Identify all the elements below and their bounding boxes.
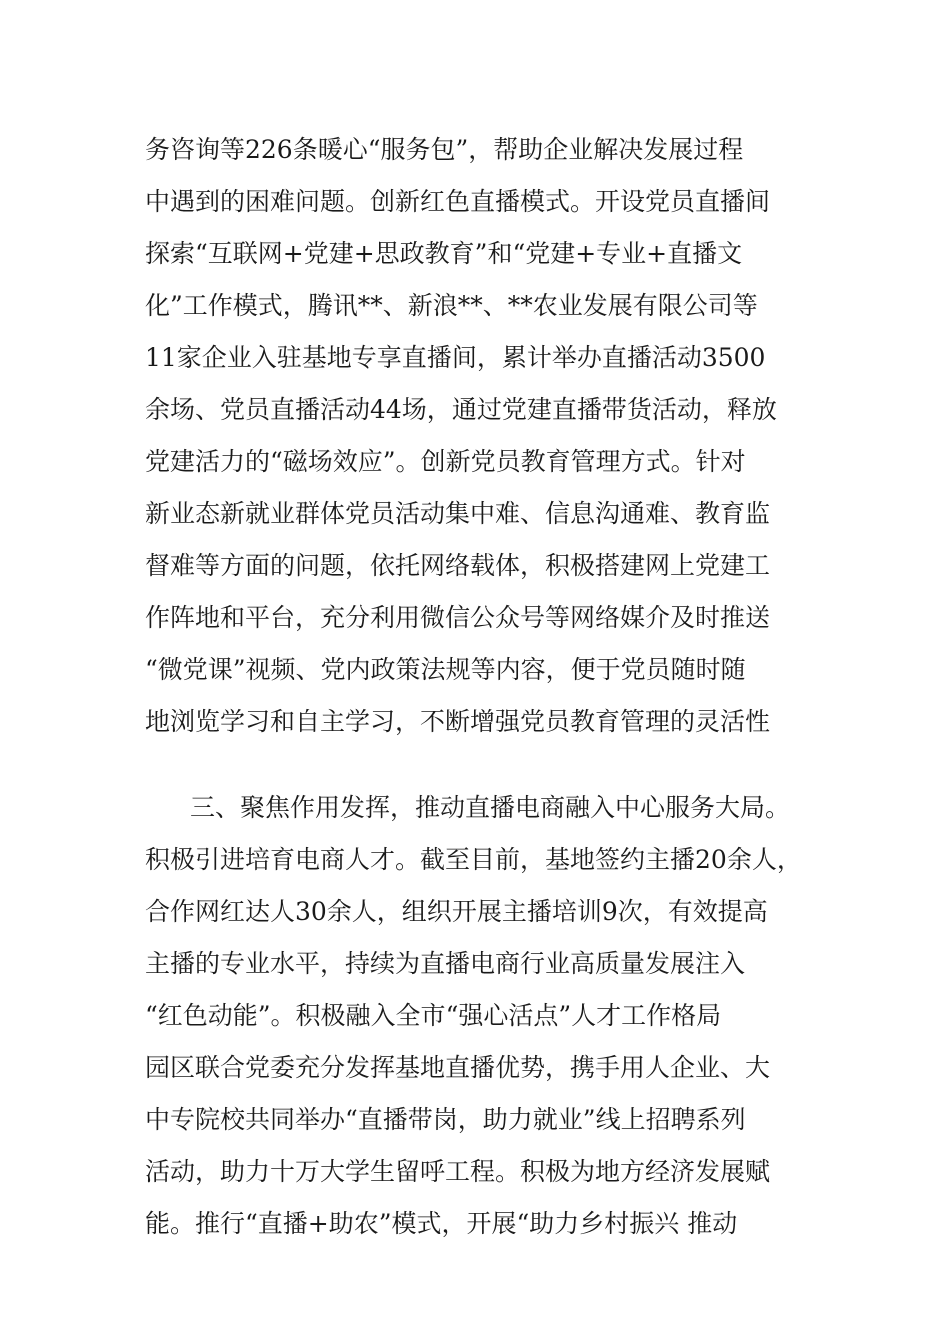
paragraph-line: 余场、党员直播活动44场，通过党建直播带货活动，释放 (145, 395, 777, 424)
paragraph-line: 活动，助力十万大学生留呼工程。积极为地方经济发展赋 (145, 1157, 771, 1186)
paragraph-line: 党建活力的“磁场效应”。创新党员教育管理方式。针对 (145, 447, 746, 476)
paragraph-line: 务咨询等226条暖心“服务包”，帮助企业解决发展过程 (145, 135, 744, 164)
paragraph-line: 合作网红达人30余人，组织开展主播培训9次，有效提高 (145, 897, 768, 926)
paragraph-line: 中遇到的困难问题。创新红色直播模式。开设党员直播间 (145, 187, 771, 216)
section-heading: 三、聚焦作用发挥，推动直播电商融入中心服务大局。 (190, 793, 791, 822)
paragraph-line: 11家企业入驻基地专享直播间，累计举办直播活动3500 (145, 343, 766, 372)
paragraph-line: “微党课”视频、党内政策法规等内容，便于党员随时随 (145, 655, 746, 684)
paragraph-line: 园区联合党委充分发挥基地直播优势，携手用人企业、大 (145, 1053, 771, 1082)
paragraph-line: 主播的专业水平，持续为直播电商行业高质量发展注入 (145, 949, 746, 978)
paragraph-line: “红色动能”。积极融入全市“强心活点”人才工作格局 (145, 1001, 722, 1030)
paragraph-line: 化”工作模式，腾讯**、新浪**、**农业发展有限公司等 (145, 291, 758, 320)
paragraph-line: 地浏览学习和自主学习，不断增强党员教育管理的灵活性 (145, 707, 771, 736)
paragraph-line: 积极引进培育电商人才。截至目前，基地签约主播20余人， (145, 845, 802, 874)
paragraph-line: 能。推行“直播+助农”模式，开展“助力乡村振兴 推动 (145, 1209, 738, 1238)
paragraph-line: 作阵地和平台，充分利用微信公众号等网络媒介及时推送 (145, 603, 771, 632)
paragraph-line: 新业态新就业群体党员活动集中难、信息沟通难、教育监 (145, 499, 771, 528)
paragraph-line: 探索“互联网+党建+思政教育”和“党建+专业+直播文 (145, 239, 743, 268)
paragraph-line: 督难等方面的问题，依托网络载体，积极搭建网上党建工 (145, 551, 771, 580)
paragraph-line: 中专院校共同举办“直播带岗，助力就业”线上招聘系列 (145, 1105, 746, 1134)
